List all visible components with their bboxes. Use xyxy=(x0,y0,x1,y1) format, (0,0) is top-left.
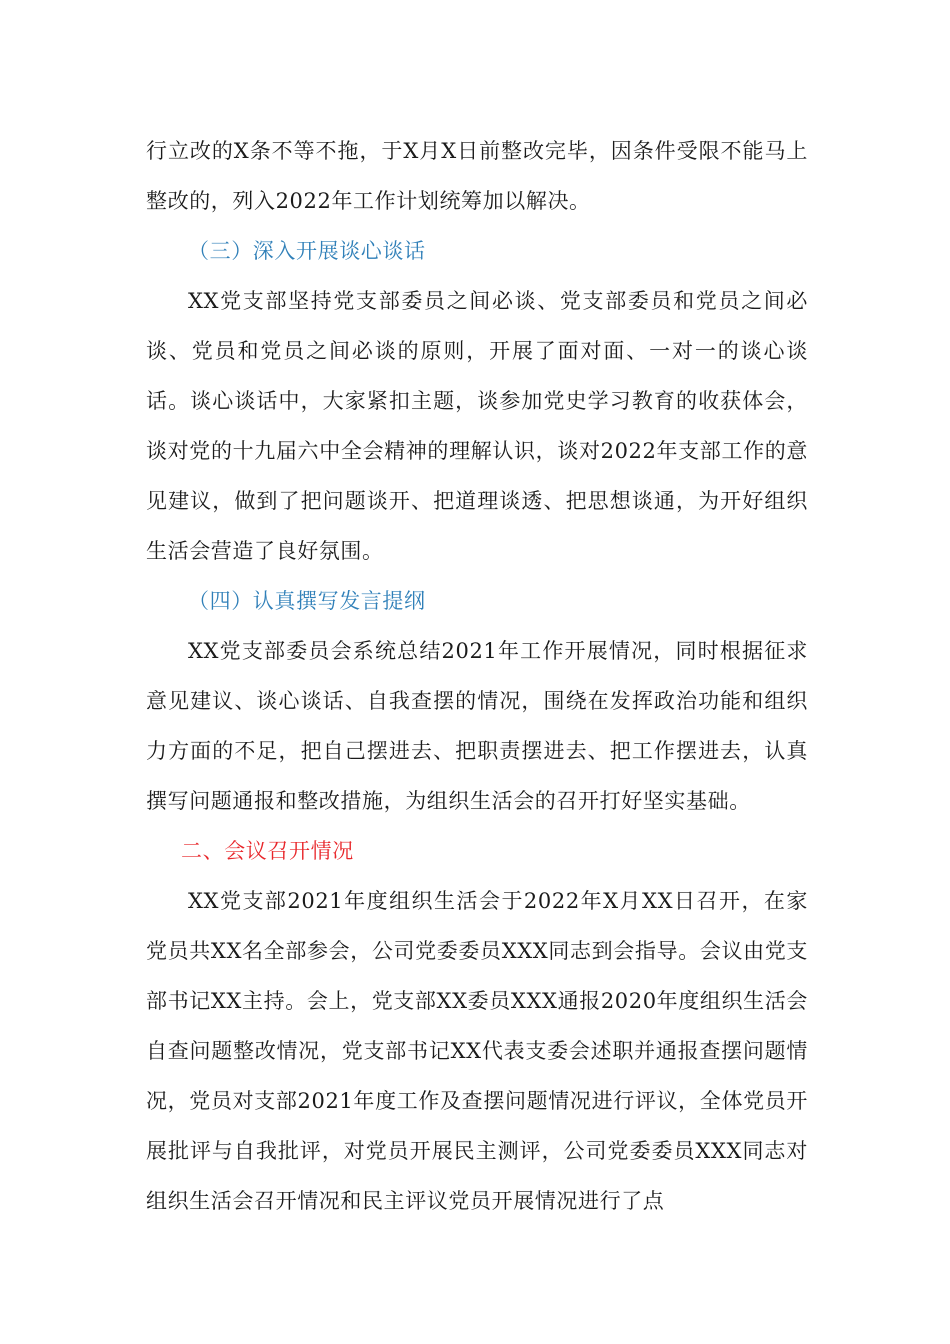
paragraph-meeting-held: XX党支部2021年度组织生活会于2022年X月XX日召开，在家党员共XX名全部参会，公司党委委员XXX同志到会指导。会议由党支部书记XX主持。会上，党支部XX委员XXX通报2020年度组织生活会自查问题整改情况，党支部书记XX代表支委会述职并通报查摆问题情况，党员对支部2021年度工作及查摆问题情况进行评议，全体党员开展批评与自我批评，对党员开展民主测评，公司党委委员XXX同志对组织生活会召开情况和民主评议党员开展情况进行了点 xyxy=(146,889,808,1213)
subheading-speech-outline: （四）认真撰写发言提纲 xyxy=(188,589,426,613)
paragraph-heart-to-heart-talks: XX党支部坚持党支部委员之间必谈、党支部委员和党员之间必谈、党员和党员之间必谈的原则，开展了面对面、一对一的谈心谈话。谈心谈话中，大家紧扣主题，谈参加党史学习教育的收获体会，谈对党的十九届六中全会精神的理解认识，谈对2022年支部工作的意见建议，做到了把问题谈开、把道理谈透、把思想谈通，为开好组织生活会营造了良好氛围。 xyxy=(146,289,808,563)
paragraph-rectification-continued: 行立改的X条不等不拖，于X月X日前整改完毕，因条件受限不能马上整改的，列入2022年工作计划统筹加以解决。 xyxy=(146,139,808,213)
section-heading-meeting-held: 二、会议召开情况 xyxy=(181,839,354,863)
subheading-heart-to-heart-talks: （三）深入开展谈心谈话 xyxy=(188,239,426,263)
paragraph-speech-outline: XX党支部委员会系统总结2021年工作开展情况，同时根据征求意见建议、谈心谈话、自我查摆的情况，围绕在发挥政治功能和组织力方面的不足，把自己摆进去、把职责摆进去、把工作摆进去，认真撰写问题通报和整改措施，为组织生活会的召开打好坚实基础。 xyxy=(146,639,808,813)
document-body xyxy=(146,126,808,1226)
